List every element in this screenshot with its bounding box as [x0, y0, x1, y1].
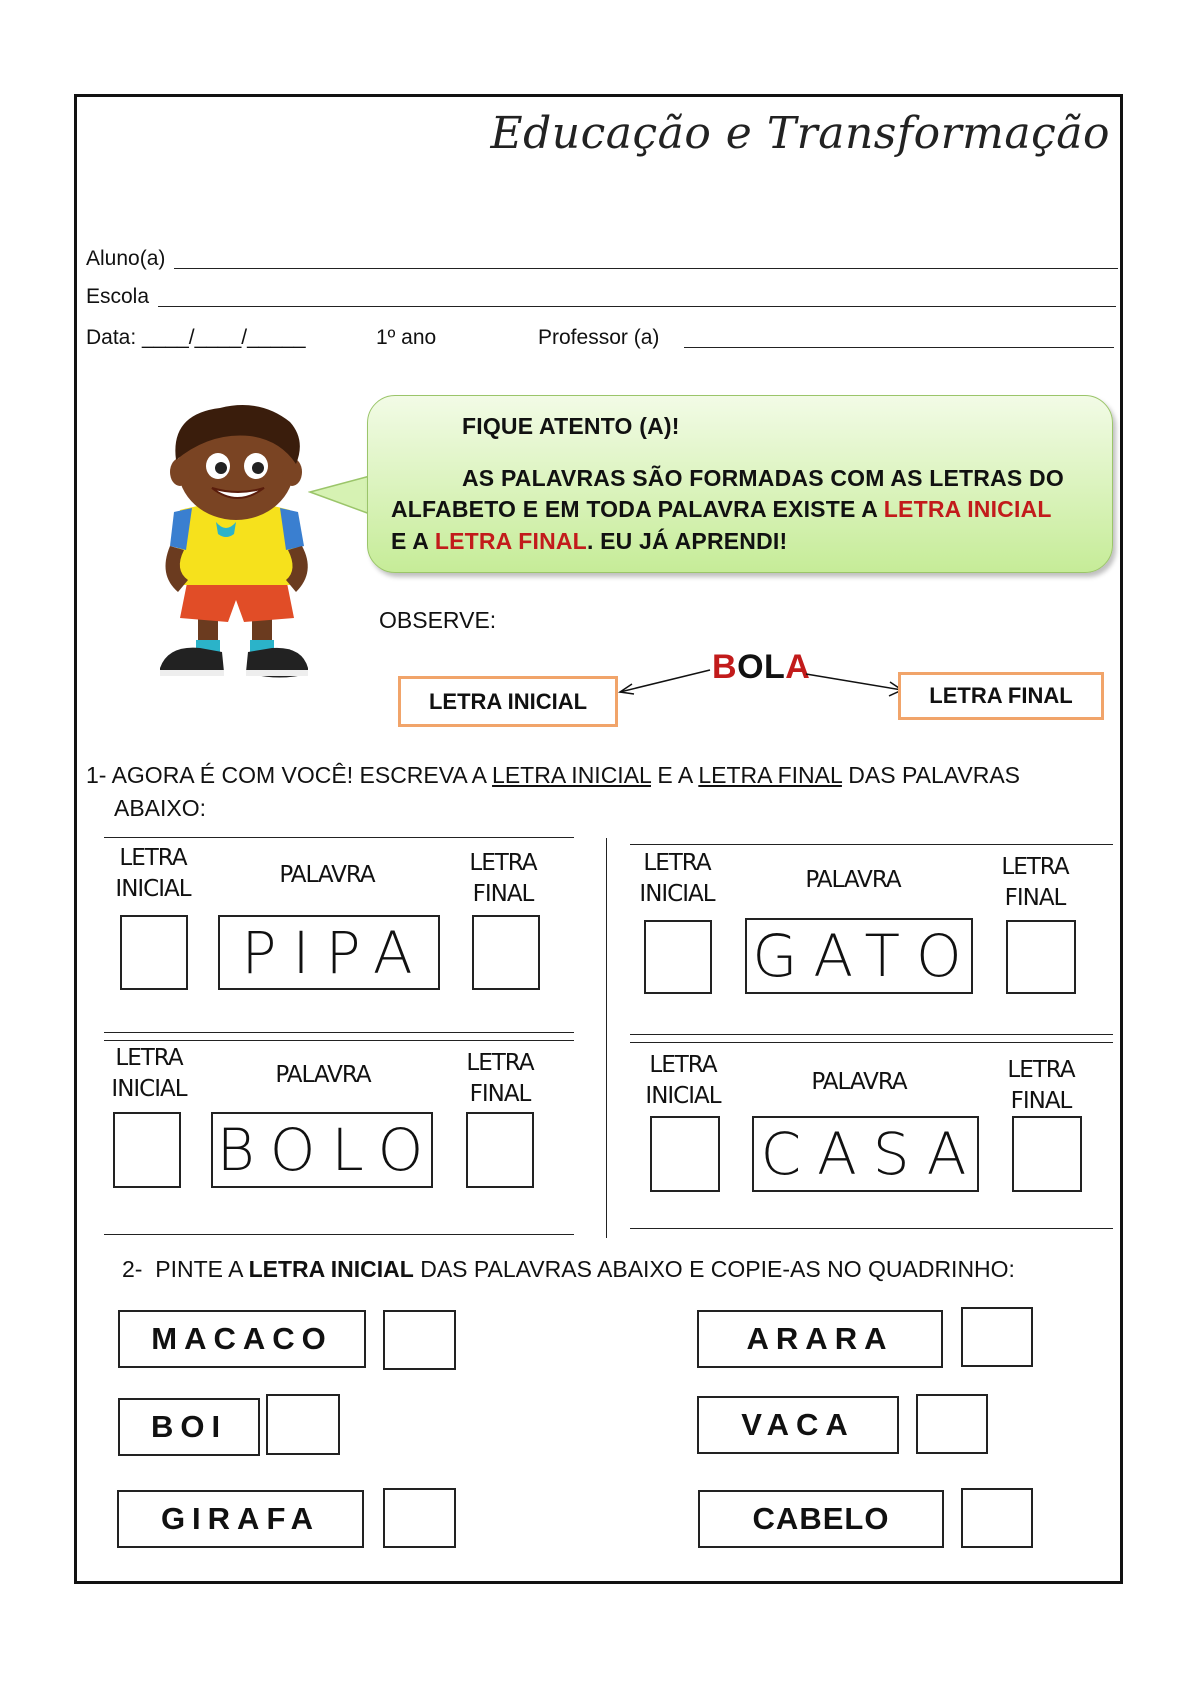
bubble-line1: AS PALAVRAS SÃO FORMADAS COM AS LETRAS DO — [462, 465, 1064, 491]
copy-box-girafa[interactable] — [383, 1488, 456, 1548]
grid-divider — [606, 838, 607, 1238]
grid-mid-left-1 — [104, 1032, 574, 1033]
col-word-header: PALAVRA — [805, 867, 901, 893]
exercise1-text-b: E A — [650, 762, 699, 788]
col-initial-line1: LETRA — [643, 850, 711, 876]
copy-box-boi[interactable] — [266, 1394, 340, 1455]
col-initial-line1: LETRA — [119, 845, 187, 871]
exercise1-text-a: AGORA É COM VOCÊ! ESCREVA A — [111, 762, 493, 788]
col-final-line1: LETRA — [1001, 854, 1069, 880]
brand-title: Educação e Transformação — [490, 108, 1110, 159]
exercise2-text-a: PINTE A — [155, 1256, 249, 1282]
initial-letter-box[interactable] — [120, 915, 188, 990]
grid-top-right — [630, 844, 1113, 845]
col-final-header — [990, 852, 1080, 914]
final-letter-box[interactable] — [1006, 920, 1076, 994]
col-final-line2: FINAL — [1004, 885, 1066, 912]
exercise1-text-c: DAS PALAVRAS — [841, 762, 1021, 788]
student-name-line[interactable] — [174, 268, 1118, 269]
col-final-line1: LETRA — [466, 1050, 534, 1076]
exercise2-number: 2- — [122, 1256, 143, 1282]
bubble-line3-text: E A — [391, 528, 435, 554]
bubble-line3-end: . EU JÁ APRENDI! — [586, 528, 788, 554]
observe-label: OBSERVE: — [379, 607, 497, 633]
col-final-line2: FINAL — [469, 1081, 531, 1108]
col-final-line1: LETRA — [469, 850, 537, 876]
col-word-header: PALAVRA — [279, 862, 375, 888]
example-first-letter: B — [712, 648, 738, 686]
letra-final-box: LETRA FINAL — [898, 672, 1104, 720]
col-initial-line2: INICIAL — [639, 881, 715, 908]
bubble-line2-text: ALFABETO E EM TODA PALAVRA EXISTE A — [391, 496, 884, 522]
grid-bottom-right — [630, 1228, 1113, 1229]
word-box: PIPA — [218, 915, 440, 990]
col-initial-line2: INICIAL — [115, 876, 191, 903]
col-initial-header — [104, 1043, 194, 1105]
bubble-line2 — [391, 496, 1052, 523]
exercise1-number: 1- — [86, 762, 107, 788]
word-box: GATO — [745, 918, 973, 994]
col-word-header: PALAVRA — [811, 1069, 907, 1095]
grid-top-left — [104, 837, 574, 838]
grid-bottom-left — [104, 1234, 574, 1235]
exercise2-bold: LETRA INICIAL — [248, 1256, 414, 1282]
boy-illustration-icon — [140, 400, 340, 700]
grid-mid-right-1 — [630, 1034, 1113, 1035]
word-vaca[interactable]: VACA — [697, 1396, 899, 1454]
exercise2-text-b: DAS PALAVRAS ABAIXO E COPIE-AS NO QUADRINHO: — [413, 1256, 1015, 1282]
bubble-title: FIQUE ATENTO (A)! — [462, 413, 680, 439]
col-initial-line2: INICIAL — [111, 1076, 187, 1103]
col-final-header — [455, 1048, 545, 1110]
example-arrows-icon — [610, 660, 910, 700]
initial-letter-box[interactable] — [650, 1116, 720, 1192]
exercise1-instruction — [86, 762, 1121, 789]
student-label: Aluno(a) — [86, 247, 166, 270]
copy-box-macaco[interactable] — [383, 1310, 456, 1370]
col-initial-line1: LETRA — [115, 1045, 183, 1071]
col-final-line2: FINAL — [472, 881, 534, 908]
final-letter-box[interactable] — [466, 1112, 534, 1188]
initial-letter-box[interactable] — [113, 1112, 181, 1188]
teacher-name-line[interactable] — [684, 347, 1114, 348]
example-last-letter: A — [785, 648, 811, 686]
word-box: BOLO — [211, 1112, 433, 1188]
col-initial-line2: INICIAL — [645, 1083, 721, 1110]
exercise1-text-d: ABAIXO: — [114, 795, 207, 821]
word-boi[interactable]: BOI — [118, 1398, 260, 1456]
col-final-line2: FINAL — [1010, 1088, 1072, 1115]
col-final-header — [458, 848, 548, 910]
word-cabelo[interactable]: CABELO — [698, 1490, 944, 1548]
grid-mid-left-2 — [104, 1040, 574, 1041]
word-arara[interactable]: ARARA — [697, 1310, 943, 1368]
word-macaco[interactable]: MACACO — [118, 1310, 366, 1368]
exercise2-instruction — [122, 1256, 1015, 1283]
date-label[interactable]: Data: ____/____/_____ — [86, 326, 306, 349]
letra-inicial-box: LETRA INICIAL — [398, 676, 618, 727]
teacher-label: Professor (a) — [538, 326, 660, 349]
final-letter-box[interactable] — [1012, 1116, 1082, 1192]
initial-letter-box[interactable] — [644, 920, 712, 994]
word-girafa[interactable]: GIRAFA — [117, 1490, 364, 1548]
bubble-initial-highlight: LETRA INICIAL — [883, 496, 1052, 522]
bubble-final-highlight: LETRA FINAL — [434, 528, 587, 554]
bubble-line3 — [391, 528, 787, 555]
copy-box-vaca[interactable] — [916, 1394, 988, 1454]
example-middle-letters: OL — [737, 648, 786, 686]
col-initial-header — [632, 848, 722, 910]
col-initial-header — [638, 1050, 728, 1112]
exercise1-underline-initial: LETRA INICIAL — [492, 762, 651, 788]
final-letter-box[interactable] — [472, 915, 540, 990]
col-initial-header — [108, 843, 198, 905]
copy-box-cabelo[interactable] — [961, 1488, 1033, 1548]
copy-box-arara[interactable] — [961, 1307, 1033, 1367]
col-word-header: PALAVRA — [275, 1062, 371, 1088]
col-initial-line1: LETRA — [649, 1052, 717, 1078]
exercise1-underline-final: LETRA FINAL — [698, 762, 842, 788]
col-final-line1: LETRA — [1007, 1057, 1075, 1083]
col-final-header — [996, 1055, 1086, 1117]
grid-mid-right-2 — [630, 1042, 1113, 1043]
school-name-line[interactable] — [158, 306, 1116, 307]
school-label: Escola — [86, 285, 150, 308]
grade-label: 1º ano — [376, 326, 437, 349]
word-box: CASA — [752, 1116, 979, 1192]
